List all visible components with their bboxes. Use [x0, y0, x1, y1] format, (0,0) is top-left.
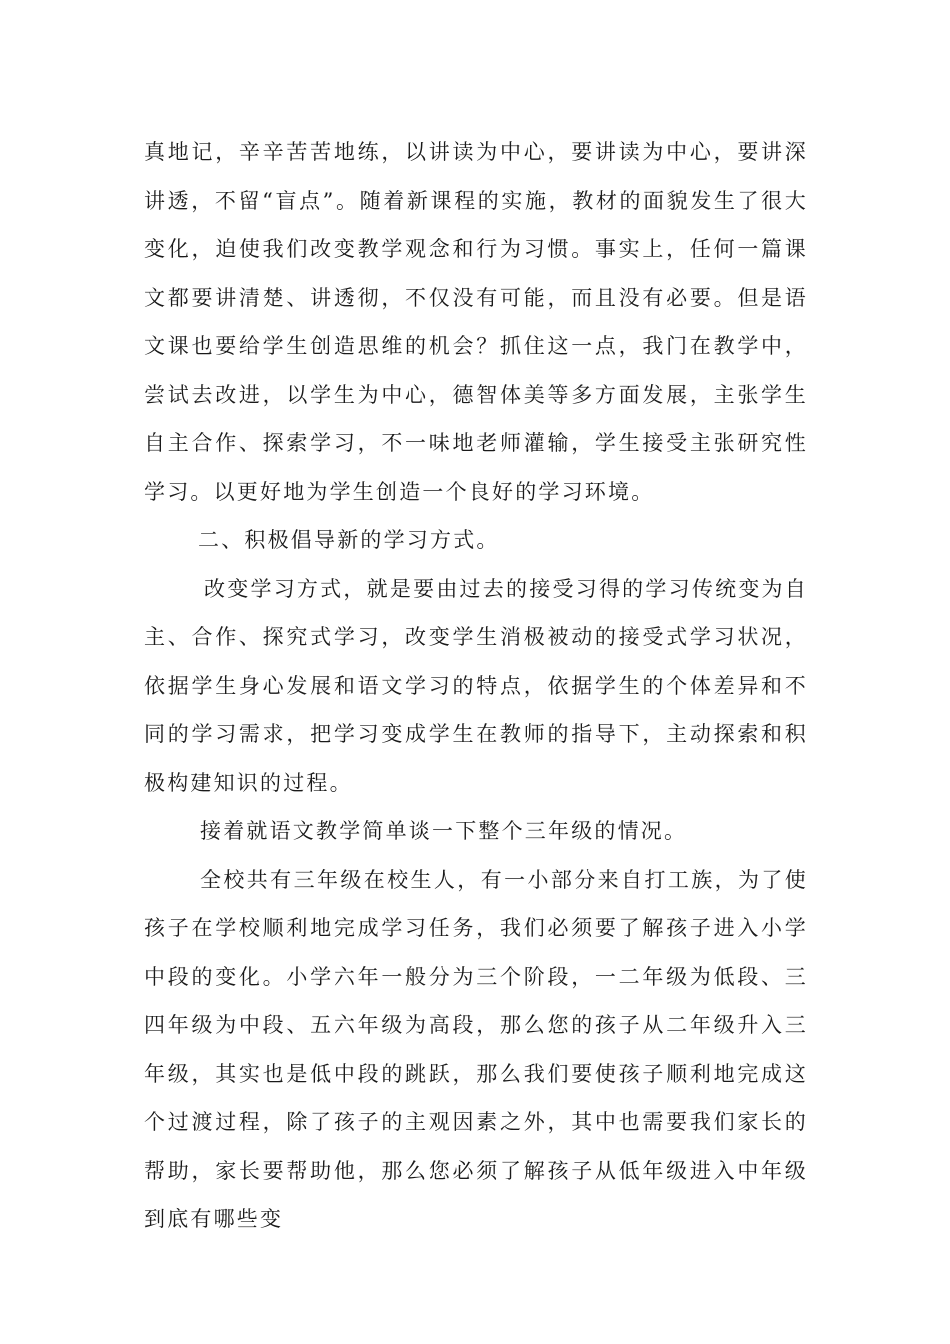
paragraph-grade-three-intro: 接着就语文教学简单谈一下整个三年级的情况。 [200, 819, 688, 843]
paragraph-grade-three-details: 全校共有三年级在校生人，有一小部分来自打工族，为了使孩子在学校顺利地完成学习任务，我们必须要了解孩子进入小学中段的变化。小学六年一般分为三个阶段，一二年级为低段、三四年级为中段、五六年级为高段，那么您的孩子从二年级升入三年级，其实也是低中段的跳跃，那么我们要使孩子顺利地完成这个过渡过程，除了孩子的主观因素之外，其中也需要我们家长的帮助，家长要帮助他，那么您必须了解孩子从低年级进入中年级到底有哪些变 [144, 867, 808, 1231]
section-heading: 二、积极倡导新的学习方式。 [198, 528, 500, 552]
paragraph-learning-methods: 改变学习方式，就是要由过去的接受习得的学习传统变为自主、合作、探究式学习，改变学生消极被动的接受式学习状况，依据学生身心发展和语文学习的特点，依据学生的个体差异和不同的学习需求，把学习变成学生在教师的指导下，主动探索和积极构建知识的过程。 [144, 576, 808, 795]
paragraph-continued: 真地记，辛辛苦苦地练，以讲读为中心，要讲读为中心，要讲深讲透，不留“盲点”。随着新课程的实施，教材的面貌发生了很大变化，迫使我们改变教学观念和行为习惯。事实上，任何一篇课文都要讲清楚、讲透彻，不仅没有可能，而且没有必要。但是语文课也要给学生创造思维的机会？抓住这一点，我门在教学中，尝试去改进，以学生为中心，德智体美等多方面发展，主张学生自主合作、探索学习，不一味地老师灌输，学生接受主张研究性学习。以更好地为学生创造一个良好的学习环境。 [144, 140, 808, 504]
document-body [144, 128, 808, 1244]
